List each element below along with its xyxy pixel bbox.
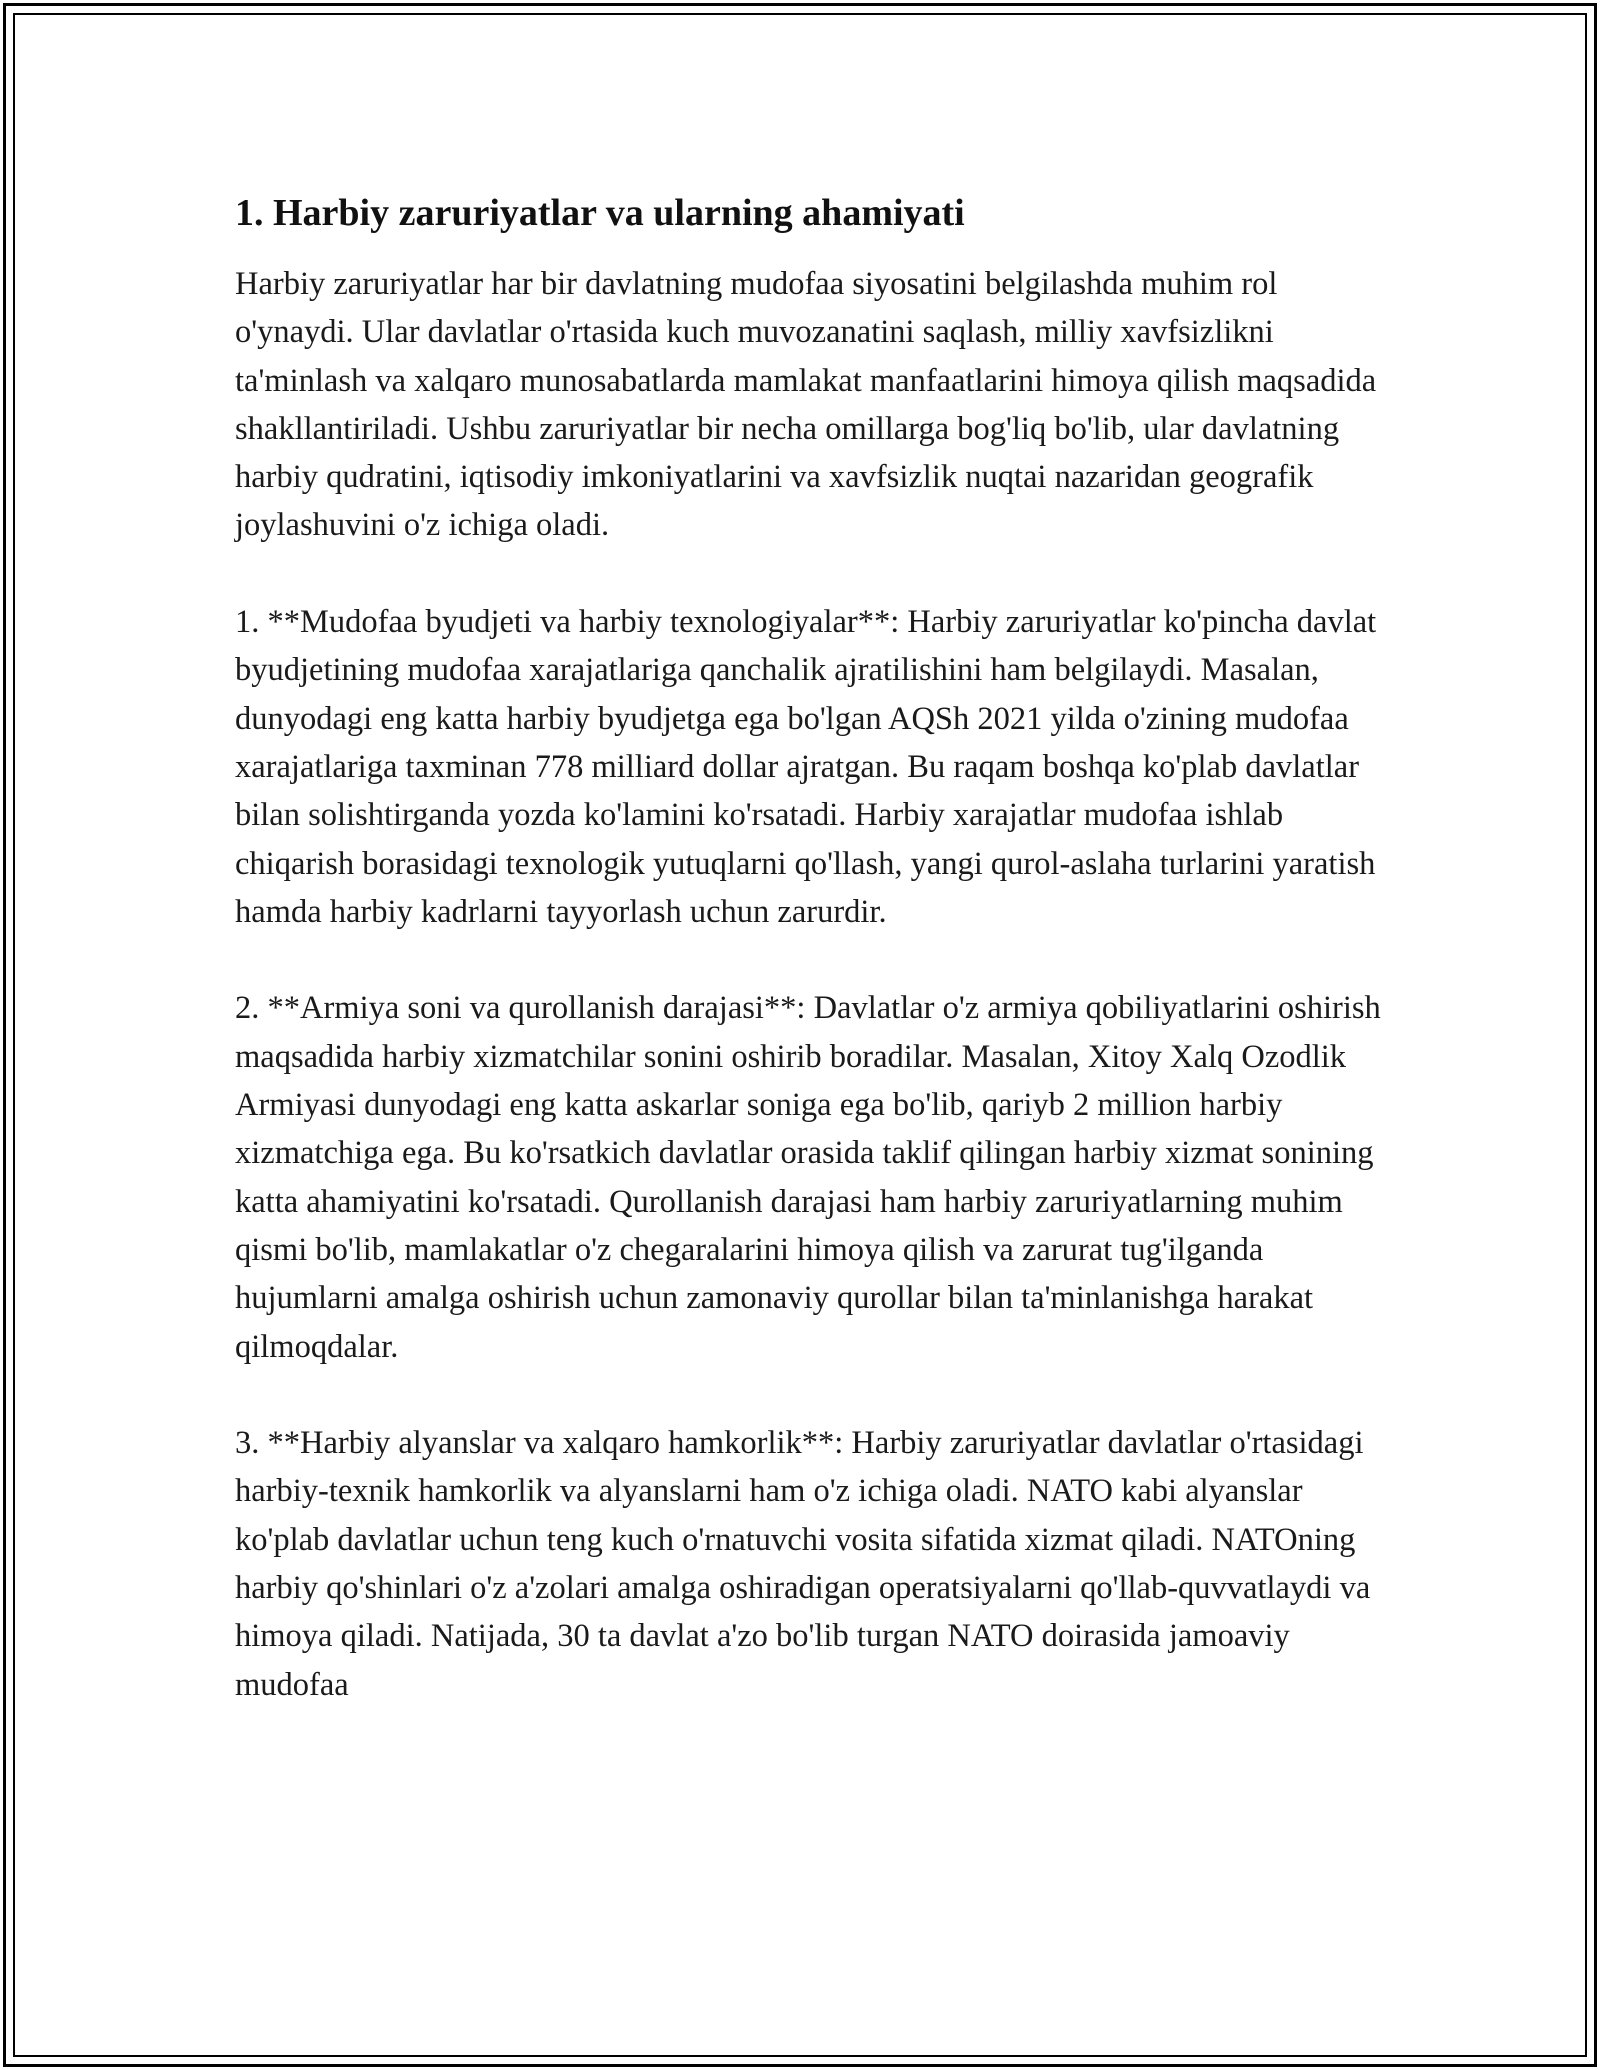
intro-paragraph: Harbiy zaruriyatlar har bir davlatning mudofaa siyosatini belgilashda muhim rol o'ynaydi. Ular davlatlar o'rtasida kuch muvozanatini saqlash, milliy xavfsizlikni ta'minlash va xalqaro munosabatlarda mamlakat manfaatlarini himoya qilish maqsadida shakllantiriladi. Ushbu zaruriyatlar bir necha omillarga bog'liq bo'lib, ular davlatning harbiy qudratini, iqtisodiy imkoniyatlarini va xavfsizlik nuqtai nazaridan geografik joylashuvini o'z ichiga oladi.: [235, 266, 1385, 544]
section-heading: 1. Harbiy zaruriyatlar va ularning ahamiyati: [235, 192, 965, 234]
paragraph-army-size: 2. **Armiya soni va qurollanish darajasi**: Davlatlar o'z armiya qobiliyatlarini oshirish maqsadida harbiy xizmatchilar sonini oshirib boradilar. Masalan, Xitoy Xalq Ozodlik Armiyasi dunyodagi eng katta askarlar soniga ega bo'lib, qariyb 2 million harbiy xizmatchiga ega. Bu ko'rsatkich davlatlar orasida taklif qilingan harbiy xizmat sonining katta ahamiyatini ko'rsatadi. Qurollanish darajasi ham harbiy zaruriyatlarning muhim qismi bo'lib, mamlakatlar o'z chegaralarini himoya qilish va zarurat tug'ilganda hujumlarni amalga oshirish uchun zamonaviy qurollar bilan ta'minlanishga harakat qilmoqdalar.: [235, 990, 1389, 1365]
paragraph-military-alliances: 3. **Harbiy alyanslar va xalqaro hamkorlik**: Harbiy zaruriyatlar davlatlar o'rtasidagi harbiy-texnik hamkorlik va alyanslarni ham o'z ichiga oladi. NATO kabi alyanslar ko'plab davlatlar uchun teng kuch o'rnatuvchi vosita sifatida xizmat qiladi. NATOning harbiy qo'shinlari o'z a'zolari amalga oshiradigan operatsiyalarni qo'llab-quvvatlaydi va himoya qiladi. Natijada, 30 ta davlat a'zo bo'lib turgan NATO doirasida jamoaviy mudofaa: [235, 1425, 1379, 1703]
document-body: [235, 186, 1389, 1709]
paragraph-defense-budget: 1. **Mudofaa byudjeti va harbiy texnologiyalar**: Harbiy zaruriyatlar ko'pincha davlat byudjetining mudofaa xarajatlariga qanchalik ajratilishini ham belgilaydi. Masalan, dunyodagi eng katta harbiy byudjetga ega bo'lgan AQSh 2021 yilda o'zining mudofaa xarajatlariga taxminan 778 milliard dollar ajratgan. Bu raqam boshqa ko'plab davlatlar bilan solishtirganda yozda ko'lamini ko'rsatadi. Harbiy xarajatlar mudofaa ishlab chiqarish borasidagi texnologik yutuqlarni qo'llash, yangi qurol-aslaha turlarini yaratish hamda harbiy kadrlarni tayyorlash uchun zarurdir.: [235, 604, 1385, 930]
